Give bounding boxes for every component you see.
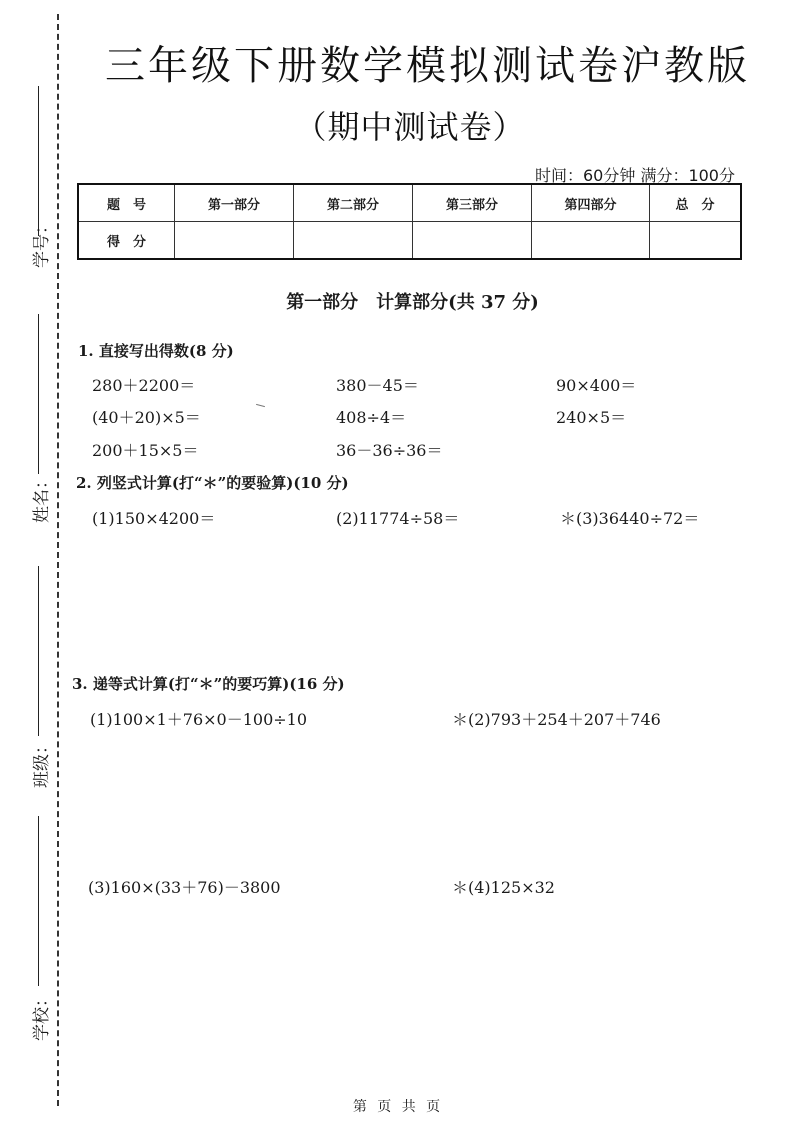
name-rule[interactable] (38, 314, 39, 474)
page-title: 三年级下册数学模拟测试卷沪教版 (105, 43, 750, 89)
time-and-score-info: 时间：60分钟 满分：100分 (535, 166, 735, 185)
school-label: 学校： (32, 990, 52, 1041)
page-subtitle: （期中测试卷） (294, 108, 526, 146)
student-id-label: 学号： (32, 217, 52, 268)
score-table-header-row (78, 184, 741, 222)
header-cell-total: 总 分 (650, 184, 742, 222)
q1-item: (40＋20)×5＝ (92, 408, 201, 427)
name-label: 姓名： (32, 472, 52, 523)
q1-item: 36－36÷36＝ (336, 441, 443, 460)
page-footer: 第 页 共 页 (352, 1099, 441, 1115)
student-id-rule[interactable] (38, 86, 39, 236)
score-cell-part1[interactable] (175, 222, 294, 260)
question-2-heading: 2. 列竖式计算(打“＊”的要验算)(10 分) (76, 474, 349, 492)
q2-item: ＊(3)36440÷72＝ (560, 509, 700, 528)
school-rule[interactable] (38, 816, 39, 986)
q1-item: 408÷4＝ (336, 408, 407, 427)
q3-item: (1)100×1＋76×0－100÷10 (90, 710, 308, 729)
score-cell-part3[interactable] (413, 222, 532, 260)
binding-dashed-line (57, 14, 59, 1106)
q1-item: 90×400＝ (556, 376, 637, 395)
header-cell-part2: 第二部分 (294, 184, 413, 222)
section-title: 第一部分 计算部分(共 37 分) (286, 292, 539, 313)
q1-item: 200＋15×5＝ (92, 441, 199, 460)
q1-item: 380－45＝ (336, 376, 419, 395)
class-rule[interactable] (38, 566, 39, 736)
header-cell-part4: 第四部分 (532, 184, 650, 222)
score-table (77, 183, 742, 260)
score-cell-total[interactable] (650, 222, 742, 260)
q2-item: (1)150×4200＝ (92, 509, 216, 528)
q3-item: (3)160×(33＋76)－3800 (88, 878, 281, 897)
score-cell-part4[interactable] (532, 222, 650, 260)
q3-item: ＊(4)125×32 (452, 878, 555, 897)
score-cell-part2[interactable] (294, 222, 413, 260)
q1-item: 280＋2200＝ (92, 376, 196, 395)
header-cell-question-no: 题 号 (78, 184, 175, 222)
header-cell-part3: 第三部分 (413, 184, 532, 222)
question-1-heading: 1. 直接写出得数(8 分) (78, 342, 234, 360)
question-3-heading: 3. 递等式计算(打“＊”的要巧算)(16 分) (72, 675, 345, 693)
header-cell-part1: 第一部分 (175, 184, 294, 222)
class-label: 班级： (32, 737, 52, 788)
stray-pen-mark (256, 404, 265, 407)
q2-item: (2)11774÷58＝ (336, 509, 460, 528)
q1-item: 240×5＝ (556, 408, 627, 427)
q3-item: ＊(2)793＋254＋207＋746 (452, 710, 661, 729)
score-row-label: 得 分 (78, 222, 175, 260)
score-table-score-row (78, 222, 741, 260)
